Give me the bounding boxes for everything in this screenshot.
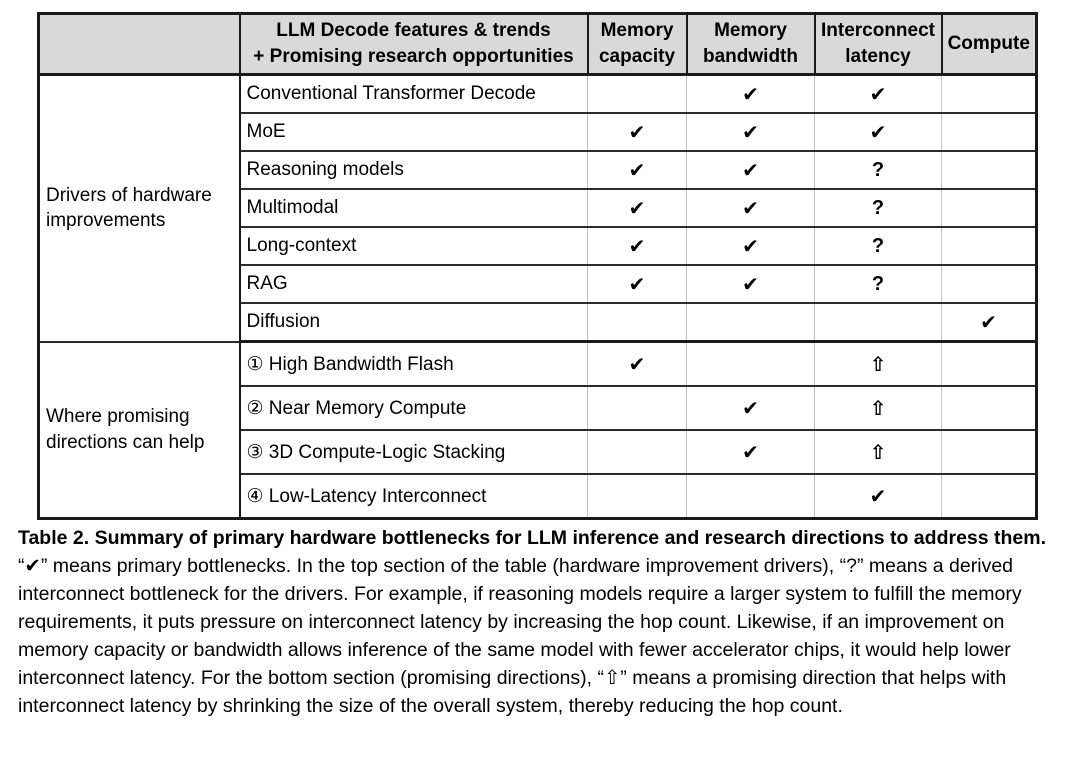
mark-cell: ? (815, 227, 942, 265)
mark-cell: ✔ (588, 342, 687, 387)
table-row (39, 342, 1037, 387)
mark-cell (942, 265, 1037, 303)
col-header-features-line1: LLM Decode features & trends (276, 20, 551, 42)
mark-cell: ✔ (687, 113, 815, 151)
mark-cell: ✔ (815, 113, 942, 151)
mark-cell: ✔ (687, 151, 815, 189)
mark-cell (942, 75, 1037, 114)
feature-cell: Diffusion (240, 303, 588, 342)
feature-cell: MoE (240, 113, 588, 151)
row-group-label-directions: Where promising directions can help (39, 342, 240, 519)
bottleneck-table (37, 12, 1038, 520)
col-header-memory-bandwidth: Memory bandwidth (687, 14, 815, 75)
mark-cell: ✔ (588, 151, 687, 189)
mark-cell: ✔ (588, 265, 687, 303)
mark-cell: ? (815, 189, 942, 227)
mark-cell (588, 474, 687, 519)
mark-cell (942, 151, 1037, 189)
mark-cell: ✔ (588, 189, 687, 227)
col-header-interconnect-latency: Interconnect latency (815, 14, 942, 75)
feature-cell: Reasoning models (240, 151, 588, 189)
mark-cell (588, 386, 687, 430)
mark-cell (687, 342, 815, 387)
mark-cell: ✔ (588, 113, 687, 151)
col-header-compute: Compute (942, 14, 1037, 75)
mark-cell (942, 342, 1037, 387)
mark-cell: ✔ (815, 75, 942, 114)
mark-cell (942, 227, 1037, 265)
corner-cell (39, 14, 240, 75)
mark-cell (687, 303, 815, 342)
mark-cell: ✔ (588, 227, 687, 265)
mark-cell: ✔ (687, 430, 815, 474)
mark-cell: ? (815, 265, 942, 303)
feature-cell: ② Near Memory Compute (240, 386, 588, 430)
mark-cell (942, 474, 1037, 519)
table-caption (18, 524, 1065, 720)
mark-cell (588, 75, 687, 114)
mark-cell (942, 113, 1037, 151)
feature-cell: Conventional Transformer Decode (240, 75, 588, 114)
mark-cell (687, 474, 815, 519)
caption-title: Table 2. Summary of primary hardware bottlenecks for LLM inference and research directions to address them. (18, 527, 1047, 549)
mark-cell: ⇧ (815, 342, 942, 387)
mark-cell: ✔ (687, 189, 815, 227)
row-group-label-drivers: Drivers of hardware improvements (39, 75, 240, 342)
mark-cell: ✔ (815, 474, 942, 519)
mark-cell: ⇧ (815, 386, 942, 430)
mark-cell (588, 303, 687, 342)
mark-cell: ✔ (687, 386, 815, 430)
col-header-features-line2: + Promising research opportunities (253, 46, 574, 67)
mark-cell: ✔ (942, 303, 1037, 342)
mark-cell: ✔ (687, 227, 815, 265)
mark-cell: ✔ (687, 75, 815, 114)
mark-cell: ✔ (687, 265, 815, 303)
feature-cell: RAG (240, 265, 588, 303)
caption-body: “✔” means primary bottlenecks. In the top section of the table (hardware improvement drivers), “?” means a derived interconnect bottleneck for the drivers. For example, if reasoning models require a larger system to fulfill the memory requirements, it puts pressure on interconnect latency by increasing the hop count. Likewise, if an improvement on memory capacity or bandwidth allows inference of the same model with fewer accelerator chips, it would help lower interconnect latency. For the bottom section (promising directions), “⇧” means a promising direction that helps with interconnect latency by shrinking the size of the overall system, thereby reducing the hop count. (18, 555, 1022, 717)
feature-cell: ④ Low-Latency Interconnect (240, 474, 588, 519)
mark-cell (815, 303, 942, 342)
mark-cell (588, 430, 687, 474)
col-header-features (240, 14, 588, 75)
header-row (39, 14, 1037, 75)
mark-cell: ? (815, 151, 942, 189)
mark-cell (942, 189, 1037, 227)
feature-cell: ① High Bandwidth Flash (240, 342, 588, 387)
feature-cell: ③ 3D Compute-Logic Stacking (240, 430, 588, 474)
mark-cell: ⇧ (815, 430, 942, 474)
feature-cell: Multimodal (240, 189, 588, 227)
mark-cell (942, 430, 1037, 474)
mark-cell (942, 386, 1037, 430)
feature-cell: Long-context (240, 227, 588, 265)
table-row (39, 75, 1037, 114)
col-header-memory-capacity: Memory capacity (588, 14, 687, 75)
